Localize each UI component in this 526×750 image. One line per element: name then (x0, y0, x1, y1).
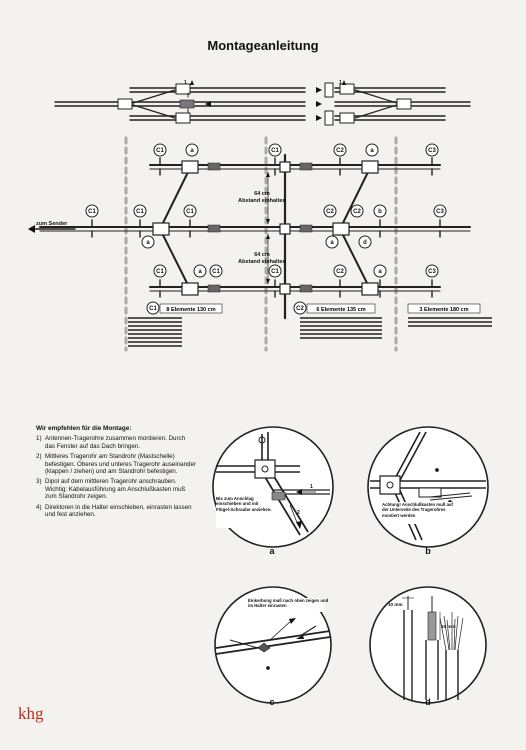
page-title: Montageanleitung (207, 38, 319, 53)
detail-a-step-2: 2 (297, 510, 300, 516)
tag-b: b (378, 209, 382, 215)
detail-d-caption: d (425, 697, 431, 707)
distance-top-note: Abstand einhalten (238, 198, 286, 204)
tag-c1: C1 (212, 269, 220, 275)
arrow-number: 1 (339, 80, 342, 86)
tag-a: a (198, 269, 202, 275)
antenna-assembly (40, 155, 470, 318)
legend-item-c1: 8 Elemente 130 cm (166, 307, 216, 313)
detail-a-step-1: 1 (310, 484, 313, 490)
step-number: 3) (36, 478, 42, 486)
tag-c2: C2 (336, 148, 344, 154)
distance-bottom-note: Abstand einhalten (238, 259, 286, 265)
tag-a: a (330, 240, 334, 246)
tag-c2: C2 (353, 209, 361, 215)
tag-c1: C1 (156, 148, 164, 154)
detail-c-caption: c (269, 697, 275, 707)
legend-tag-c1: C1 (149, 306, 157, 312)
step-text: Dipol auf dem mittleren Tragerohr anschrauben. Wichtig: Kabelausführung am Anschlußkasten muß zum Standrohr zeigen. (45, 478, 186, 501)
tag-c1: C1 (271, 148, 279, 154)
khg-stamp: khg (18, 704, 44, 723)
tag-a: a (370, 148, 374, 154)
detail-d-dim-top: 10 mm (388, 602, 403, 607)
instruction-step (36, 478, 196, 500)
detail-d-dim-side: 15 mm (441, 624, 456, 629)
element-length-legend (128, 304, 492, 346)
step-number: 4) (36, 503, 42, 511)
detail-a-note: Bis zum Anschlag einschieben und mit Flügel-Schraube anziehen. (216, 496, 272, 512)
legend-tag-c2: C2 (296, 306, 304, 312)
tag-c3: C3 (428, 148, 436, 154)
step-text: Antennen-Tragerohre zusammen montieren. Durch das Fenster auf das Dach bringen. (45, 435, 186, 450)
step-number: 2) (36, 453, 42, 461)
slide-arrow-icons (190, 80, 346, 121)
detail-b-caption: b (425, 546, 431, 556)
distance-bottom-label: 64 cm (254, 252, 270, 258)
tag-c1: C1 (156, 269, 164, 275)
tag-c1: C1 (136, 209, 144, 215)
tag-d: d (363, 240, 367, 246)
tag-c3: C3 (436, 209, 444, 215)
detail-c-note: Einkerbung muß nach oben zeigen und im Halter einrasten (248, 598, 329, 609)
step-number: 1) (36, 435, 42, 443)
arrow-number: 1 (184, 80, 187, 86)
tag-c2: C2 (336, 269, 344, 275)
step-text: Direktoren in die Halter einschieben, einrasten lassen und fest anziehen. (45, 503, 192, 519)
instruction-step (36, 453, 196, 475)
detail-b-note: Achtung! Anschlußkasten muß auf der Unterseite des Tragerohres montiert werden (382, 502, 453, 518)
tag-c1: C1 (88, 209, 96, 215)
to-transmitter-label: zum Sender (36, 221, 68, 227)
tag-c3: C3 (428, 269, 436, 275)
tag-a: a (190, 148, 194, 154)
installation-instructions (36, 425, 196, 521)
detail-a-caption: a (269, 546, 275, 556)
detail-b-drawing (368, 427, 488, 547)
tag-c1: C1 (186, 209, 194, 215)
tag-a: a (378, 269, 382, 275)
instructions-heading: Wir empfehlen für die Montage: (36, 425, 132, 432)
tag-a: a (146, 240, 150, 246)
instruction-step (36, 504, 196, 519)
step-text: Mittleres Tragerohr am Standrohr (Mastschelle) befestigen. Oberes und unteres Tragerohr auseinander (klappen / ziehen) und am Standrohr befestigen. (45, 453, 197, 476)
distance-top-label: 64 cm (254, 191, 270, 197)
folded-booms-overview (55, 83, 470, 125)
legend-item-c2: 6 Elemente 135 cm (316, 307, 366, 313)
tag-c2: C2 (326, 209, 334, 215)
instruction-step (36, 435, 196, 450)
tag-c1: C1 (271, 269, 279, 275)
legend-item-c3: 3 Elemente 180 cm (419, 307, 469, 313)
